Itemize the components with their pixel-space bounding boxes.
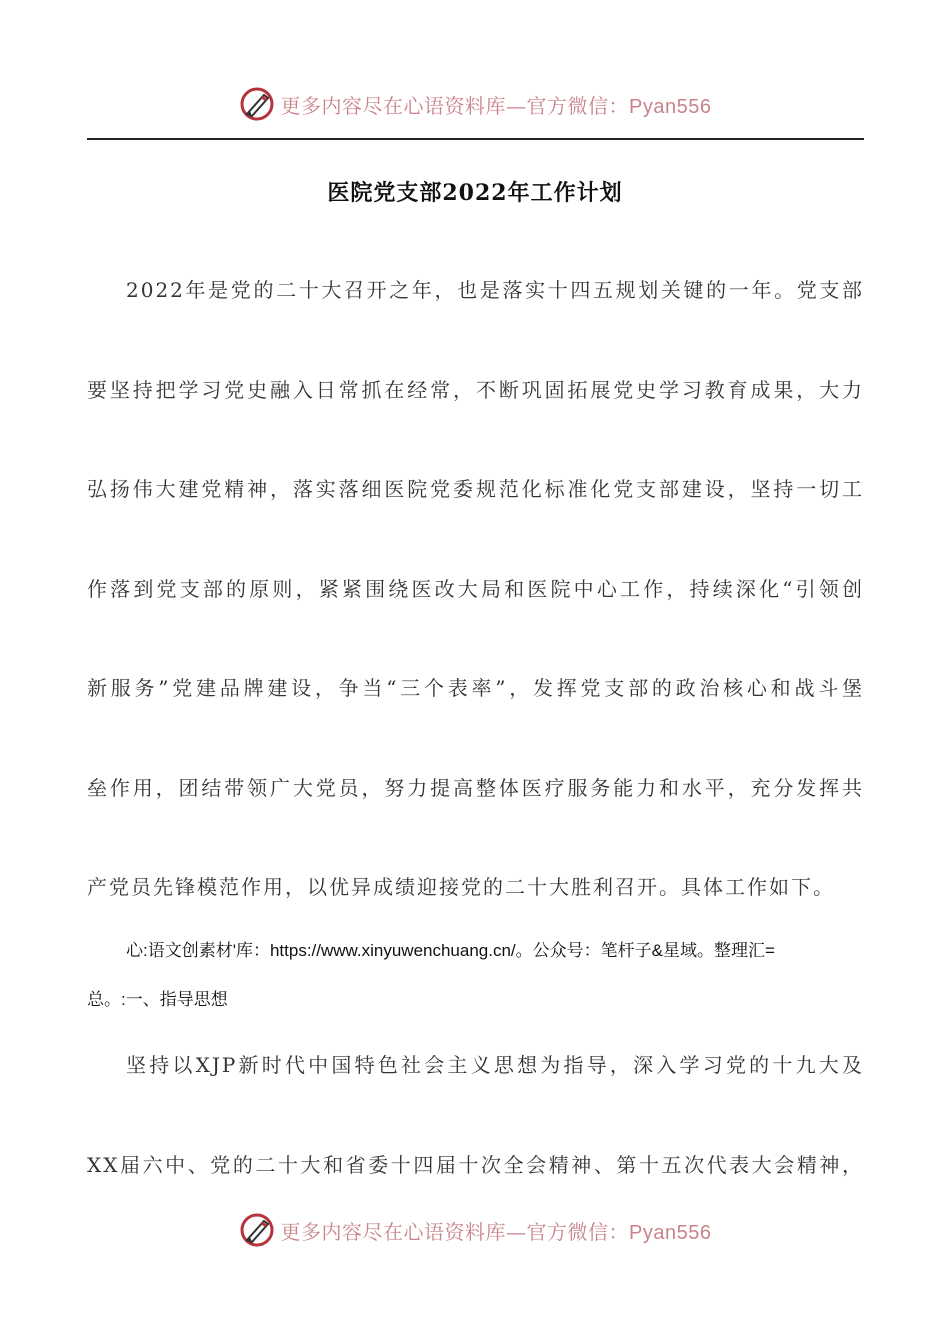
guiding-line: 坚持以XJP新时代中国特色社会主义思想为指导，深入学习党的十九大及 (126, 1053, 864, 1077)
intro-line: 新服务”党建品牌建设，争当“三个表率”，发挥党支部的政治核心和战斗堡 (87, 676, 864, 700)
header-divider (87, 138, 864, 140)
header-banner-text: 更多内容尽在心语资料库—官方微信：Pyan556 (280, 93, 712, 118)
pen-logo-icon (239, 1212, 275, 1248)
footer-wechat-id: Pyan556 (629, 1221, 712, 1244)
section-heading-guiding-thought: 总。:一、指导思想 (87, 990, 228, 1009)
pen-logo-icon (239, 86, 275, 122)
intro-line: 2022年是党的二十大召开之年，也是落实十四五规划关键的一年。党支部 (126, 278, 864, 302)
intro-line: 产党员先锋模范作用，以优异成绩迎接党的二十大胜利召开。具体工作如下。 (87, 875, 835, 899)
intro-line: 垒作用，团结带领广大党员，努力提高整体医疗服务能力和水平，充分发挥共 (87, 776, 864, 800)
source-note-line: 心:语文创素材'库：https://www.xinyuwenchuang.cn/。公众号：笔杆子&星域。整理汇= (126, 941, 775, 960)
document-title: 医院党支部2022年工作计划 (327, 180, 623, 206)
footer-banner-text: 更多内容尽在心语资料库—官方微信：Pyan556 (280, 1219, 712, 1244)
footer-banner (0, 1210, 950, 1250)
header-wechat-id: Pyan556 (629, 95, 712, 118)
guiding-line: XX届六中、党的二十大和省委十四届十次全会精神、第十五次代表大会精神， (87, 1153, 864, 1177)
header-banner (0, 84, 950, 124)
intro-line: 要坚持把学习党史融入日常抓在经常，不断巩固拓展党史学习教育成果，大力 (87, 378, 864, 402)
intro-line: 弘扬伟大建党精神，落实落细医院党委规范化标准化党支部建设，坚持一切工 (87, 477, 864, 501)
intro-line: 作落到党支部的原则，紧紧围绕医改大局和医院中心工作，持续深化“引领创 (87, 577, 864, 601)
